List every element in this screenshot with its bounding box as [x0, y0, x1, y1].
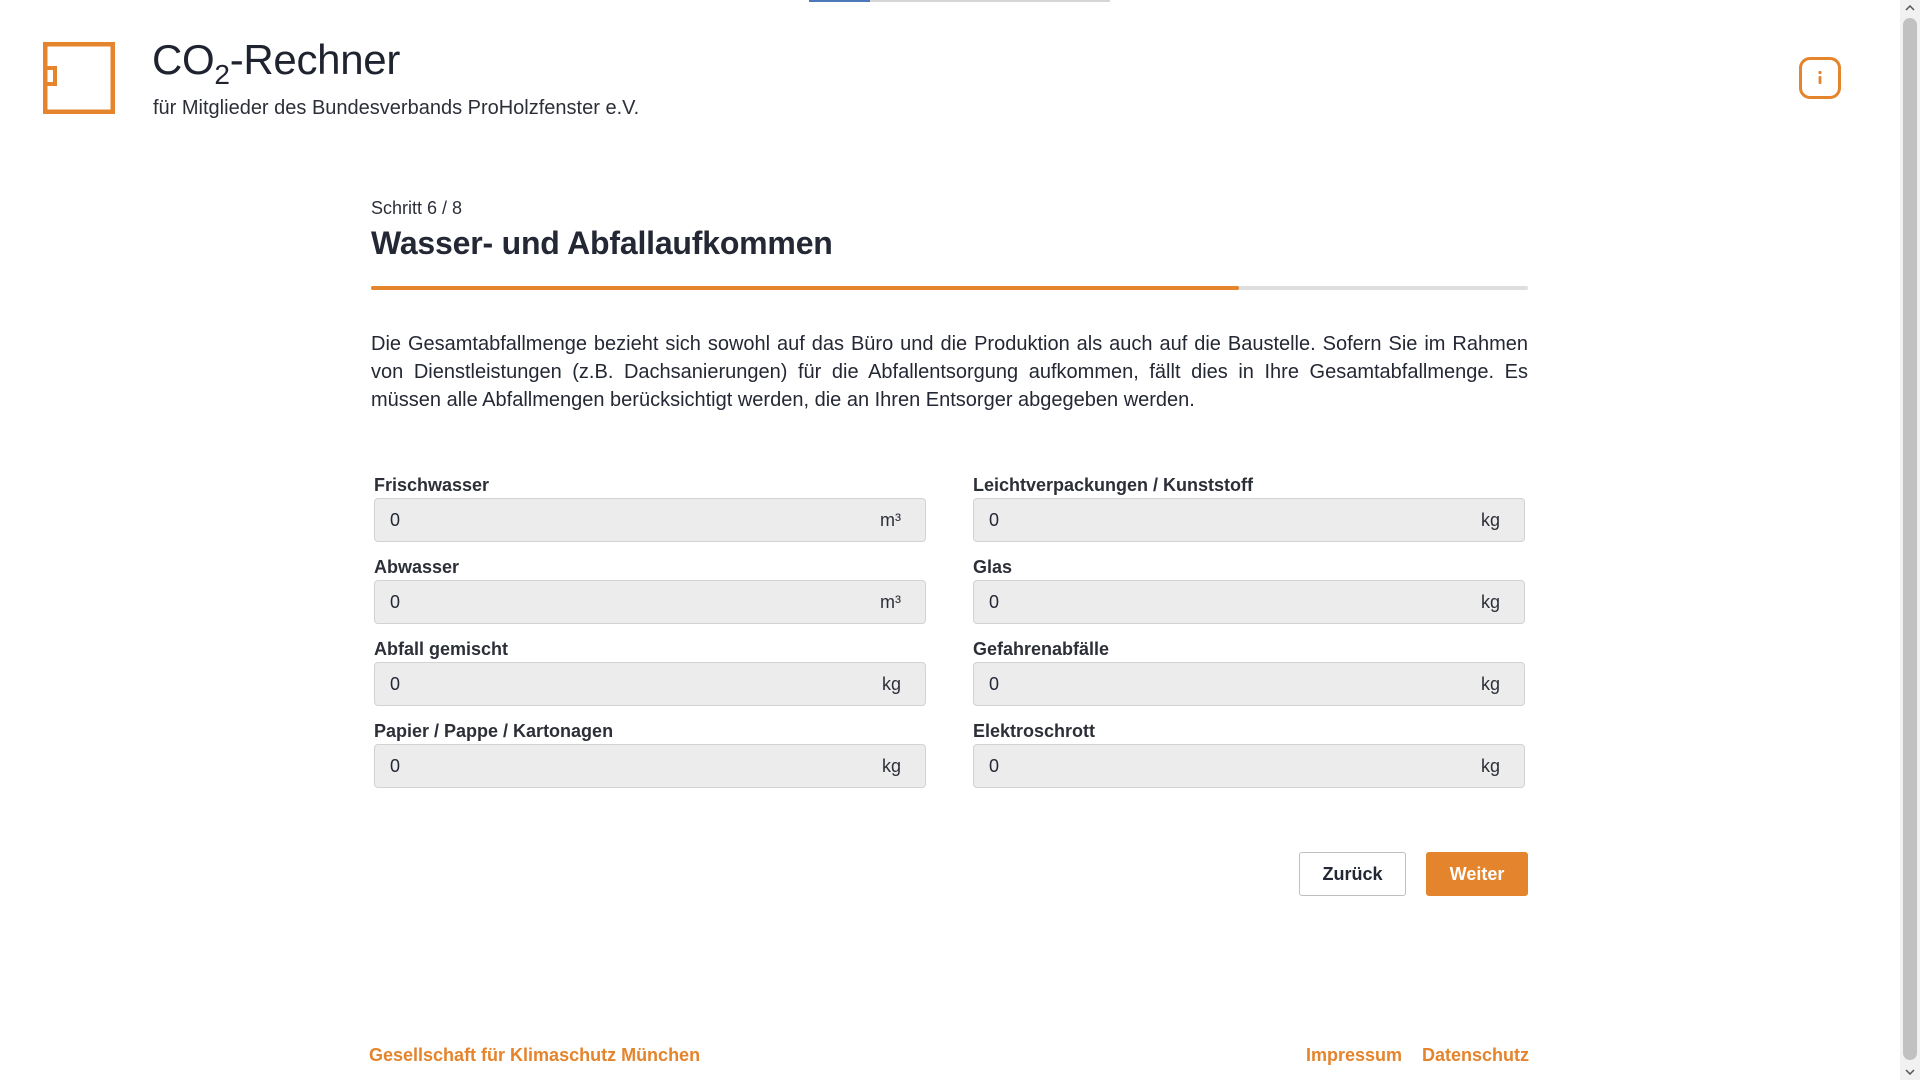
app-subtitle: für Mitglieder des Bundesverbands ProHolzfenster e.V.	[153, 97, 640, 119]
window-frame-logo-icon	[43, 42, 115, 114]
field-input-box[interactable]	[973, 498, 1525, 542]
footer-link-datenschutz[interactable]: Datenschutz	[1421, 1045, 1529, 1065]
field-unit: kg	[881, 755, 901, 776]
field-label: Abfall gemischt	[374, 639, 509, 659]
field-label: Leichtverpackungen / Kunststoff	[973, 475, 1254, 495]
field-input[interactable]	[989, 510, 1481, 531]
top-tab-indicator	[809, 0, 1110, 2]
back-button[interactable]: Zurück	[1299, 852, 1406, 896]
field-unit: m³	[880, 591, 901, 612]
app-title: $CO_2$-Rechner	[152, 36, 401, 90]
form-field	[973, 556, 1525, 624]
field-input[interactable]	[390, 756, 882, 777]
field-unit: kg	[881, 673, 901, 694]
field-label: Papier / Pappe / Kartonagen	[374, 721, 614, 741]
footer-links	[1306, 1045, 1529, 1066]
field-unit: kg	[1480, 591, 1500, 612]
next-button[interactable]: Weiter	[1426, 852, 1528, 896]
field-label: Glas	[973, 557, 1013, 577]
field-input[interactable]	[989, 592, 1481, 613]
field-label: Elektroschrott	[973, 721, 1096, 741]
form-field	[973, 720, 1525, 788]
progress-bar	[371, 286, 1528, 290]
field-label: Abwasser	[374, 557, 460, 577]
field-input-box[interactable]	[973, 744, 1525, 788]
scrollbar[interactable]	[1900, 0, 1920, 1080]
field-input-box[interactable]	[374, 744, 926, 788]
form-field	[973, 638, 1525, 706]
field-input-box[interactable]	[374, 662, 926, 706]
description-text: Die Gesamtabfallmenge bezieht sich sowohl auf das Büro und die Produktion als auch auf die Baustelle. Sofern Sie im Rahmen von Dienstleistungen (z.B. Dachsanierungen) für die Abfallentsorgung aufkommen, fällt dies in Ihre Gesamtabfallmenge. Es müssen alle Abfallmengen berücksichtigt werden, die an Ihren Entsorger abgegeben werden.	[371, 333, 1528, 411]
field-unit: kg	[1480, 673, 1500, 694]
form-field	[374, 638, 926, 706]
info-icon	[1810, 68, 1830, 88]
footer-link-gesellschaft[interactable]: Gesellschaft für Klimaschutz München	[369, 1045, 701, 1065]
field-input[interactable]	[989, 756, 1481, 777]
scroll-down-arrow-icon[interactable]	[1900, 1064, 1920, 1080]
info-button[interactable]	[1799, 57, 1841, 99]
field-input-box[interactable]	[973, 662, 1525, 706]
scrollbar-thumb[interactable]	[1903, 18, 1917, 1060]
scroll-up-arrow-icon[interactable]	[1900, 0, 1920, 16]
field-unit: m³	[880, 509, 901, 530]
field-input[interactable]	[390, 674, 882, 695]
main-content	[371, 198, 1528, 884]
field-label: Frischwasser	[374, 475, 490, 495]
form-field	[374, 556, 926, 624]
field-input-box[interactable]	[973, 580, 1525, 624]
form-grid	[374, 474, 1528, 788]
step-label: Schritt 6 / 8	[371, 198, 463, 218]
top-tab-indicator-active	[809, 0, 870, 2]
field-unit: kg	[1480, 755, 1500, 776]
field-input[interactable]	[390, 592, 880, 613]
form-field	[973, 474, 1525, 542]
navigation-buttons	[1299, 852, 1528, 896]
field-input-box[interactable]	[374, 580, 926, 624]
page-title: Wasser- und Abfallaufkommen	[371, 225, 833, 261]
progress-bar-fill	[371, 286, 1239, 290]
footer-link-impressum[interactable]: Impressum	[1305, 1045, 1402, 1065]
form-field	[374, 720, 926, 788]
field-unit: kg	[1480, 509, 1500, 530]
field-label: Gefahrenabfälle	[973, 639, 1110, 659]
field-input[interactable]	[989, 674, 1481, 695]
form-field	[374, 474, 926, 542]
field-input[interactable]	[390, 510, 880, 531]
field-input-box[interactable]	[374, 498, 926, 542]
